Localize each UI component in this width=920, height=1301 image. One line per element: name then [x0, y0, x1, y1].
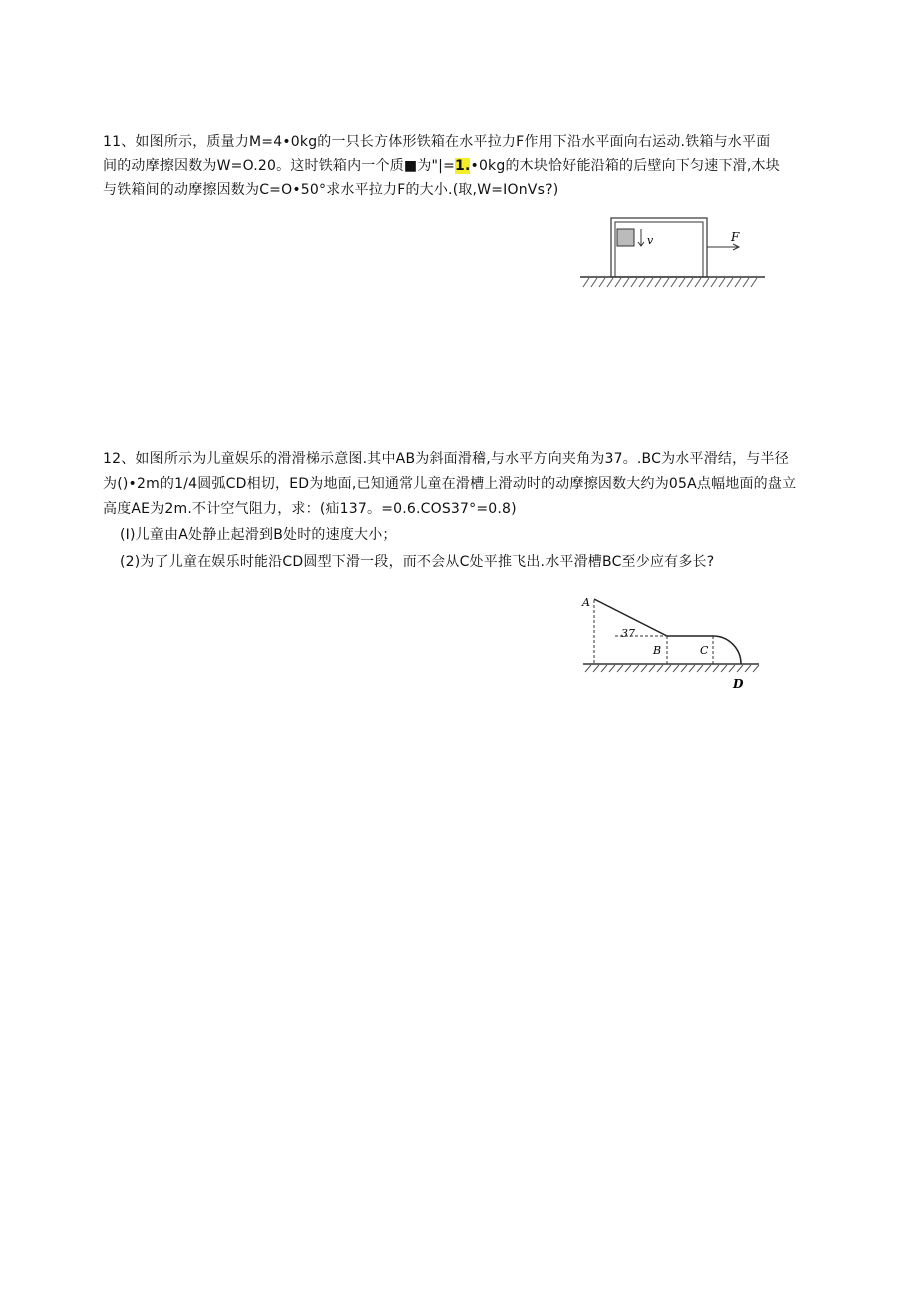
label-b: B — [653, 644, 662, 657]
problem-11-line-3: 与铁箱间的动摩擦因数为C=O•50°求水平拉力F的大小.(取,W=IOnVs?) — [103, 182, 559, 198]
problem-12-line-3: 高度AE为2m.不计空气阻力，求：(疝137。=0.6.COS37°=0.8) — [103, 501, 517, 517]
problem-12-line-2: 为()•2m的1/4圆弧CD相切，ED为地面,已知通常儿童在滑槽上滑动时的动摩擦因数大约为05A点幅地面的盘立 — [103, 476, 797, 492]
label-a: A — [582, 596, 590, 609]
iron-box-figure — [575, 213, 775, 293]
question-1: (I)儿童由A处静止起滑到B处时的速度大小； — [120, 527, 397, 543]
problem-11-line-1: 11、如图所示，质量力M=4•0kg的一只长方体形铁箱在水平拉力F作用下沿水平面向右运动.铁箱与水平面 — [103, 134, 771, 150]
problem-11-line-2 — [103, 157, 780, 175]
force-label: F — [731, 230, 740, 244]
problem-11-line-2-start: 间的动摩擦因数为W=O.20。这时铁箱内一个质■为"|= — [103, 158, 456, 174]
label-c: C — [700, 644, 709, 657]
question-2: (2)为了儿童在娱乐时能沿CD圆型下滑一段，而不会从C处平推飞出.水平滑槽BC至少应有多长? — [120, 554, 715, 570]
highlighted-text: 1. — [455, 158, 471, 174]
problem-12-line-1: 12、如图所示为儿童娱乐的滑滑梯示意图.其中AB为斜面滑稽,与水平方向夹角为37。.BC为水平滑结，与半径 — [103, 451, 789, 467]
problem-11-line-2-end: •0kg的木块恰好能沿箱的后壁向下匀速下滑,木块 — [470, 158, 780, 174]
arc-cd — [713, 636, 741, 664]
label-d: D — [733, 677, 744, 690]
velocity-label: v — [647, 234, 654, 247]
slide-figure — [575, 590, 765, 690]
wooden-block — [617, 229, 634, 246]
label-angle: 37 — [621, 627, 635, 640]
iron-box — [611, 218, 707, 277]
